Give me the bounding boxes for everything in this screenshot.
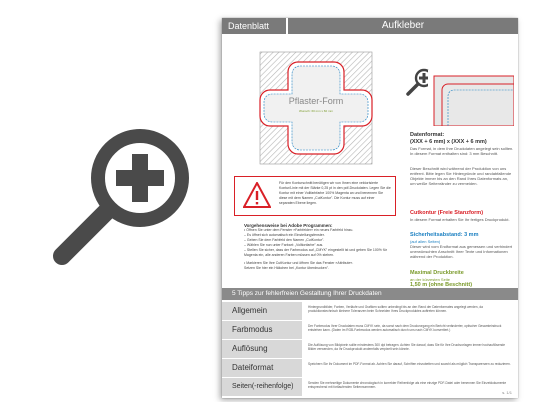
tip-row-general: Allgemein Hintergrundbilder, Farben, Verläufe und Grafiken sollten unbedingt bis an den Rand der Datenformates angelegt werden, da produktionstechnisch kleinere Toleranzen beim Schneiden Ihres Druckproduktes auftreten können. bbox=[222, 302, 518, 320]
data-format-block: Datenformat: (XXX + 6 mm) x (XXX + 6 mm) Das Format, in dem Ihre Druckdaten angelegt sein sollten. In diesem Format enthalten sind: 3 mm Beschnitt. bbox=[410, 132, 514, 156]
page-number: s. 1/1 bbox=[502, 390, 512, 395]
cut-contour-warning: Für den Konturschnitt benötigen wir von Ihnen eine vektorisierte Kontur/Linie mit der Stärke 0,25 pt in den pdf-Druckdaten. Legen Sie die Kontur mit einer Vollfarbfarbe 100% Magenta an und benennen Sie diese mit dem Namen „CutKontur". Die Kontur muss auf einer separaten Ebene liegen. bbox=[234, 176, 396, 216]
tip-row-color-mode: Farbmodus Der Farbmodus Ihrer Druckdaten muss CMYK sein, da sonst nach dem Druckvorgang ein Bericht veränderter, optischer Gesamteindruck entstehen kann. (Daten im RGB-Farbmodus werden automatisch durch uns nach CMYK konvertiert.) bbox=[222, 321, 518, 339]
max-print-width-block: Maximal Druckbreite an der kürzesten Seite 1,50 m (ohne Beschnitt) bbox=[410, 270, 473, 288]
safety-margin-block: Sicherheitsabstand: 3 mm (auf allen Seiten) Dieser wird vom Endformat aus gemessen und verhindert unerwünschten Anschnitt Ihrer Texte und Informationen während der Produktion. bbox=[410, 232, 513, 259]
tip-row-page-order: Seiten(-reihenfolge) Senden Sie mehrseitige Dokumente chronologisch in korrekter Reihenfolge als eine einzige PDF-Datei oder benennen Sie Einzeldokumente entsprechend mit fortlaufenden Seitennummern. bbox=[222, 378, 518, 396]
tips-heading: 5 Tipps zur fehlerfreien Gestaltung Ihrer Druckdaten bbox=[222, 288, 518, 300]
shape-sublabel: Wunsch: 60 mm x 60 mm bbox=[299, 109, 333, 113]
datasheet-label: Datenblatt bbox=[222, 18, 286, 34]
page-title: Aufkleber bbox=[288, 18, 518, 34]
datasheet-page bbox=[222, 18, 518, 398]
zoom-in-icon[interactable] bbox=[48, 120, 198, 270]
warning-icon bbox=[243, 182, 271, 208]
bleed-block: Dieser Beschnitt wird während der Produktion von uns entfernt. Bitte legen Sie Hintergründe und randabfallende Objekte immer bis an den Rand Ihres Datenformats an, um weiße Seitenränder zu vermeiden. bbox=[410, 166, 512, 186]
corner-detail-diagram bbox=[428, 70, 514, 126]
plaster-shape-drawing bbox=[258, 50, 374, 166]
cut-contour-block: Cutkontur (Freie Stanzform) In diesem Format erhalten Sie Ihr fertiges Druckprodukt. bbox=[410, 210, 510, 222]
tip-row-file-format: Dateiformat Speichern Sie Ihr Dokument im PDF-Format ab. Achten Sie darauf, Schriften einzubetten und sowohl als möglich Transparenzen zu reduzieren. bbox=[222, 359, 518, 377]
adobe-procedure: Vorgehensweise bei Adobe Programmen: • Öffnen Sie unter dem Fenster »Farbfelder« ein neues Farbfeld hinzu. – Es öffnet sich automatisch ein Einstellungsfenster. – Geben Sie dem Farbfeld den Namen „CutKontur". – Wählen Sie nun unter Farbart: „Volltonfarbe" aus. – Stellen Sie sicher, dass der Farbmodus auf „CMYK" eingestellt ist und geben Sie 100% für Magenta ein, alle anderen Farben müssen auf 0% stehen. • Markieren Sie Ihre CutKontur und öffnen Sie das Fenster »Attribute«. Setzen Sie hier ein Häkchen bei „Kontur überdrucken". bbox=[244, 223, 387, 270]
tip-row-resolution: Auflösung Die Auflösung von Bildpixeln sollte mindestens 300 dpi betragen. Achten Sie darauf, dass Sie für Ihre Druckvorlagen immer hochauflösende Bilder verwenden, da Ihr Druckprodukt andernfalls verpixelt sein könnte. bbox=[222, 340, 518, 358]
shape-label: Pflaster-Form bbox=[288, 96, 344, 106]
